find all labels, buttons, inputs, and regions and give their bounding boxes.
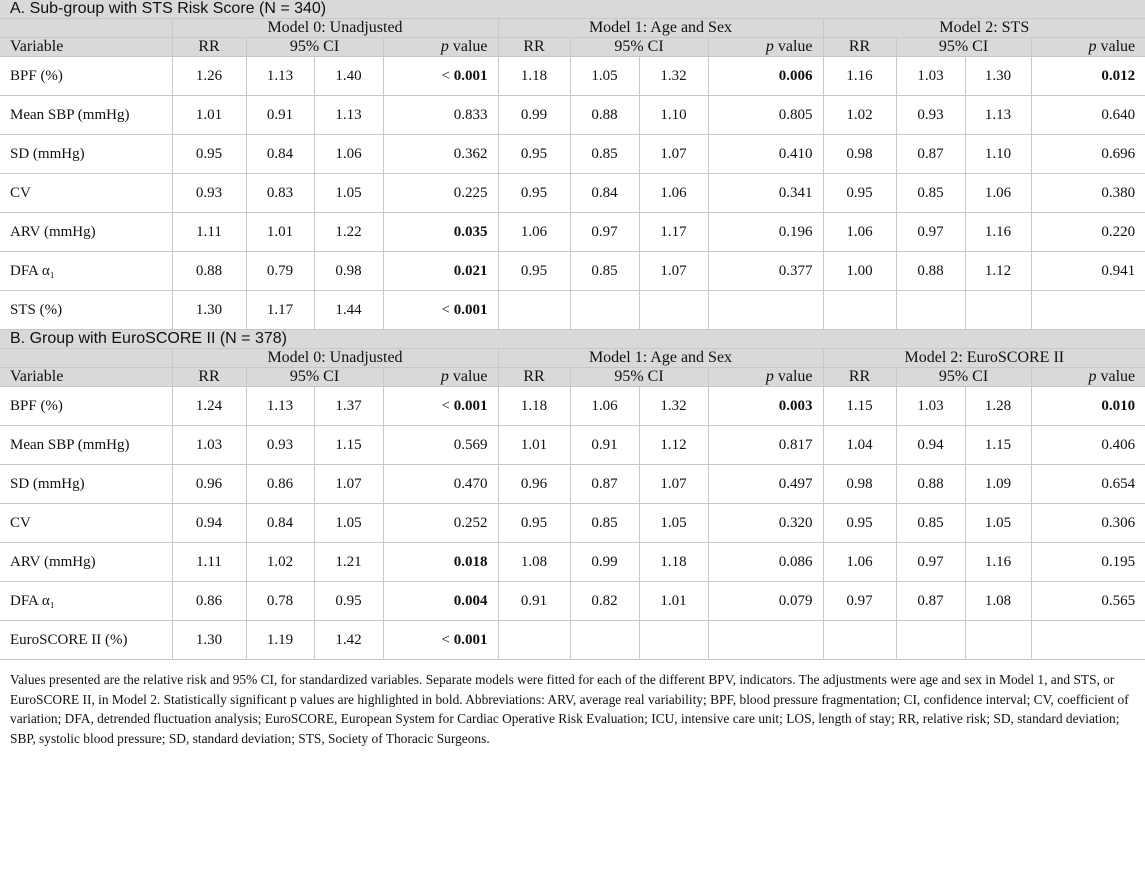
value-cell: 0.85	[896, 174, 965, 213]
value-cell: 0.91	[570, 426, 639, 465]
value-cell	[896, 621, 965, 660]
value-cell: 0.85	[570, 252, 639, 291]
value-cell: 0.99	[498, 96, 570, 135]
value-cell: 1.06	[823, 543, 896, 582]
table-row	[0, 96, 1145, 135]
p-value-header	[383, 368, 498, 387]
value-cell: 1.40	[314, 57, 383, 96]
value-cell: 1.03	[172, 426, 246, 465]
p-value-cell: 0.086	[708, 543, 823, 582]
p-value-cell: 0.805	[708, 96, 823, 135]
blank-header-cell	[0, 19, 172, 38]
value-cell: 0.95	[498, 252, 570, 291]
rr-header: RR	[498, 368, 570, 387]
value-cell: 1.44	[314, 291, 383, 330]
p-italic: p	[765, 38, 774, 55]
value-cell: 0.95	[498, 174, 570, 213]
value-cell: 0.87	[570, 465, 639, 504]
value-cell: 1.11	[172, 543, 246, 582]
p-value-cell: 0.320	[708, 504, 823, 543]
p-value-cell: 0.941	[1031, 252, 1145, 291]
value-cell: 0.88	[570, 96, 639, 135]
value-cell	[498, 291, 570, 330]
p-italic: p	[1088, 368, 1097, 385]
variable-cell: Mean SBP (mmHg)	[0, 96, 172, 135]
value-cell: 0.95	[823, 504, 896, 543]
p-value-cell: 0.654	[1031, 465, 1145, 504]
value-cell: 1.22	[314, 213, 383, 252]
value-cell: 1.30	[965, 57, 1031, 96]
value-cell: 0.98	[314, 252, 383, 291]
value-cell: 1.16	[965, 213, 1031, 252]
rr-header: RR	[823, 368, 896, 387]
value-cell: 1.30	[172, 291, 246, 330]
p-value-cell: 0.377	[708, 252, 823, 291]
p-value-cell: 0.006	[708, 57, 823, 96]
ci-header: 95% CI	[570, 38, 708, 57]
model-header: Model 2: EuroSCORE II	[823, 349, 1145, 368]
value-cell: 0.98	[823, 465, 896, 504]
value-cell: 1.04	[823, 426, 896, 465]
value-cell	[498, 621, 570, 660]
p-value-number: 0.001	[453, 301, 488, 318]
p-value-cell	[383, 57, 498, 96]
value-cell: 1.15	[314, 426, 383, 465]
p-value-number: 0.001	[453, 631, 488, 648]
value-cell: 1.00	[823, 252, 896, 291]
blank-header-cell	[0, 349, 172, 368]
value-cell: 1.12	[965, 252, 1031, 291]
value-cell: 1.01	[172, 96, 246, 135]
p-value-cell: 0.569	[383, 426, 498, 465]
table-row	[0, 426, 1145, 465]
p-italic: p	[440, 368, 449, 385]
value-cell: 0.91	[246, 96, 314, 135]
rr-header: RR	[823, 38, 896, 57]
value-cell: 0.93	[896, 96, 965, 135]
value-cell: 1.13	[314, 96, 383, 135]
variable-cell: DFA α₁	[0, 252, 172, 291]
value-cell: 1.03	[896, 57, 965, 96]
rr-header: RR	[172, 368, 246, 387]
p-value-cell: 0.565	[1031, 582, 1145, 621]
p-value-cell: 0.012	[1031, 57, 1145, 96]
p-value-number: 0.001	[453, 397, 488, 414]
value-cell: 0.94	[172, 504, 246, 543]
variable-cell: DFA α₁	[0, 582, 172, 621]
table-row	[0, 174, 1145, 213]
p-value-label: value	[773, 368, 813, 385]
value-cell: 1.17	[246, 291, 314, 330]
value-cell: 1.32	[639, 387, 708, 426]
value-cell: 1.08	[965, 582, 1031, 621]
value-cell: 1.06	[570, 387, 639, 426]
table-row	[0, 543, 1145, 582]
value-cell: 1.10	[965, 135, 1031, 174]
value-cell: 0.83	[246, 174, 314, 213]
p-value-header	[708, 38, 823, 57]
p-value-cell: 0.410	[708, 135, 823, 174]
value-cell: 0.84	[570, 174, 639, 213]
value-cell: 0.85	[896, 504, 965, 543]
value-cell: 0.86	[172, 582, 246, 621]
variable-cell: SD (mmHg)	[0, 465, 172, 504]
value-cell: 1.11	[172, 213, 246, 252]
p-value-cell: 0.380	[1031, 174, 1145, 213]
value-cell: 1.06	[639, 174, 708, 213]
value-cell: 0.79	[246, 252, 314, 291]
value-cell: 0.95	[498, 504, 570, 543]
model-header: Model 0: Unadjusted	[172, 19, 498, 38]
value-cell: 0.97	[896, 213, 965, 252]
p-value-header	[1031, 368, 1145, 387]
p-value-header	[1031, 38, 1145, 57]
p-value-cell	[1031, 621, 1145, 660]
table-row	[0, 252, 1145, 291]
value-cell	[570, 621, 639, 660]
value-cell: 1.13	[965, 96, 1031, 135]
variable-cell: EuroSCORE II (%)	[0, 621, 172, 660]
p-value-cell: 0.406	[1031, 426, 1145, 465]
column-header-row	[0, 368, 1145, 387]
value-cell: 1.08	[498, 543, 570, 582]
p-italic: p	[440, 38, 449, 55]
value-cell: 1.05	[314, 174, 383, 213]
p-value-cell: 0.196	[708, 213, 823, 252]
ci-header: 95% CI	[896, 38, 1031, 57]
table-row	[0, 57, 1145, 96]
value-cell	[965, 291, 1031, 330]
ci-header: 95% CI	[246, 368, 383, 387]
ci-header: 95% CI	[570, 368, 708, 387]
value-cell: 1.06	[314, 135, 383, 174]
value-cell	[823, 621, 896, 660]
value-cell: 0.82	[570, 582, 639, 621]
p-value-cell: 0.004	[383, 582, 498, 621]
value-cell: 1.28	[965, 387, 1031, 426]
column-header-row	[0, 38, 1145, 57]
p-italic: p	[1088, 38, 1097, 55]
value-cell: 0.99	[570, 543, 639, 582]
value-cell: 1.01	[246, 213, 314, 252]
table-footnote: Values presented are the relative risk and 95% CI, for standardized variables. Separate models were fitted for each of the different BPV, indicators. The adjustments were age and sex in Model 1, and STS, or EuroSCORE II, in Model 2. Statistically significant p values are highlighted in bold. Abbreviations: ARV, average real variability; BPF, blood pressure fragmentation; CI, confidence interval; CV, coefficient of variation; DFA, detrended fluctuation analysis; EuroSCORE, European System for Cardiac Operative Risk Evaluation; ICU, intensive care unit; LOS, length of stay; RR, relative risk; SD, standard deviation; SBP, systolic blood pressure; SD, standard deviation; STS, Society of Thoracic Surgeons.	[10, 672, 1129, 746]
value-cell: 1.01	[498, 426, 570, 465]
value-cell: 1.18	[639, 543, 708, 582]
value-cell: 0.94	[896, 426, 965, 465]
p-value-cell: 0.018	[383, 543, 498, 582]
less-than-sign: <	[441, 301, 454, 318]
variable-cell: BPF (%)	[0, 57, 172, 96]
value-cell	[639, 621, 708, 660]
table-row	[0, 387, 1145, 426]
section-title: A. Sub-group with STS Risk Score (N = 340)	[0, 0, 1145, 19]
p-value-cell: 0.010	[1031, 387, 1145, 426]
p-value-cell: 0.225	[383, 174, 498, 213]
value-cell: 1.18	[498, 57, 570, 96]
table-row	[0, 291, 1145, 330]
value-cell: 1.15	[823, 387, 896, 426]
value-cell: 1.16	[965, 543, 1031, 582]
p-value-cell: 0.021	[383, 252, 498, 291]
variable-header: Variable	[0, 368, 172, 387]
p-value-cell	[383, 387, 498, 426]
p-value-cell: 0.362	[383, 135, 498, 174]
p-value-cell: 0.497	[708, 465, 823, 504]
ci-header: 95% CI	[896, 368, 1031, 387]
value-cell	[965, 621, 1031, 660]
value-cell: 1.10	[639, 96, 708, 135]
value-cell: 1.12	[639, 426, 708, 465]
p-value-cell: 0.252	[383, 504, 498, 543]
value-cell: 0.88	[896, 252, 965, 291]
p-value-label: value	[1096, 38, 1136, 55]
p-value-cell: 0.035	[383, 213, 498, 252]
value-cell: 1.15	[965, 426, 1031, 465]
p-value-header	[708, 368, 823, 387]
value-cell: 0.98	[823, 135, 896, 174]
model-header: Model 1: Age and Sex	[498, 19, 823, 38]
value-cell: 1.06	[498, 213, 570, 252]
value-cell: 0.96	[498, 465, 570, 504]
value-cell: 1.02	[246, 543, 314, 582]
model-header: Model 0: Unadjusted	[172, 349, 498, 368]
model-header-row	[0, 349, 1145, 368]
model-header: Model 1: Age and Sex	[498, 349, 823, 368]
value-cell: 0.93	[246, 426, 314, 465]
value-cell: 1.13	[246, 387, 314, 426]
value-cell: 0.96	[172, 465, 246, 504]
value-cell: 1.07	[314, 465, 383, 504]
value-cell: 0.84	[246, 504, 314, 543]
p-value-cell: 0.640	[1031, 96, 1145, 135]
value-cell: 1.07	[639, 465, 708, 504]
value-cell	[639, 291, 708, 330]
value-cell: 1.06	[965, 174, 1031, 213]
p-value-cell	[383, 291, 498, 330]
value-cell: 0.87	[896, 582, 965, 621]
table-row	[0, 504, 1145, 543]
value-cell: 1.32	[639, 57, 708, 96]
variable-cell: CV	[0, 174, 172, 213]
model-header-row	[0, 19, 1145, 38]
value-cell: 0.88	[172, 252, 246, 291]
p-value-cell	[708, 621, 823, 660]
less-than-sign: <	[441, 631, 454, 648]
p-value-cell	[383, 621, 498, 660]
value-cell: 1.16	[823, 57, 896, 96]
p-value-cell: 0.195	[1031, 543, 1145, 582]
p-value-number: 0.001	[453, 67, 488, 84]
variable-cell: STS (%)	[0, 291, 172, 330]
value-cell: 0.84	[246, 135, 314, 174]
p-value-cell: 0.817	[708, 426, 823, 465]
rr-header: RR	[172, 38, 246, 57]
p-value-cell	[708, 291, 823, 330]
p-value-cell	[1031, 291, 1145, 330]
value-cell: 0.85	[570, 504, 639, 543]
p-italic: p	[765, 368, 774, 385]
value-cell: 1.09	[965, 465, 1031, 504]
value-cell: 0.97	[823, 582, 896, 621]
p-value-cell: 0.470	[383, 465, 498, 504]
value-cell: 1.37	[314, 387, 383, 426]
p-value-label: value	[448, 38, 488, 55]
value-cell: 1.07	[639, 252, 708, 291]
variable-cell: BPF (%)	[0, 387, 172, 426]
p-value-cell: 0.341	[708, 174, 823, 213]
less-than-sign: <	[441, 397, 454, 414]
less-than-sign: <	[441, 67, 454, 84]
section-title: B. Group with EuroSCORE II (N = 378)	[0, 330, 1145, 349]
p-value-label: value	[448, 368, 488, 385]
value-cell: 0.91	[498, 582, 570, 621]
section-title-row	[0, 330, 1145, 349]
value-cell: 1.05	[314, 504, 383, 543]
value-cell: 1.21	[314, 543, 383, 582]
variable-cell: ARV (mmHg)	[0, 543, 172, 582]
value-cell: 0.97	[896, 543, 965, 582]
table-row	[0, 135, 1145, 174]
value-cell: 0.85	[570, 135, 639, 174]
value-cell	[570, 291, 639, 330]
value-cell: 0.95	[823, 174, 896, 213]
ci-header: 95% CI	[246, 38, 383, 57]
value-cell: 1.26	[172, 57, 246, 96]
value-cell: 0.95	[172, 135, 246, 174]
p-value-cell: 0.696	[1031, 135, 1145, 174]
value-cell: 1.06	[823, 213, 896, 252]
value-cell: 1.24	[172, 387, 246, 426]
value-cell	[896, 291, 965, 330]
value-cell: 1.18	[498, 387, 570, 426]
value-cell: 1.05	[965, 504, 1031, 543]
variable-cell: SD (mmHg)	[0, 135, 172, 174]
value-cell: 0.95	[314, 582, 383, 621]
p-value-cell: 0.306	[1031, 504, 1145, 543]
p-value-header	[383, 38, 498, 57]
value-cell: 1.07	[639, 135, 708, 174]
table-row	[0, 465, 1145, 504]
p-value-cell: 0.833	[383, 96, 498, 135]
variable-cell: Mean SBP (mmHg)	[0, 426, 172, 465]
table-row	[0, 582, 1145, 621]
value-cell: 1.13	[246, 57, 314, 96]
value-cell: 1.42	[314, 621, 383, 660]
rr-header: RR	[498, 38, 570, 57]
value-cell: 0.86	[246, 465, 314, 504]
value-cell: 1.30	[172, 621, 246, 660]
value-cell: 1.01	[639, 582, 708, 621]
value-cell: 1.05	[639, 504, 708, 543]
value-cell: 1.03	[896, 387, 965, 426]
variable-header: Variable	[0, 38, 172, 57]
value-cell: 1.02	[823, 96, 896, 135]
value-cell: 0.95	[498, 135, 570, 174]
value-cell	[823, 291, 896, 330]
variable-cell: CV	[0, 504, 172, 543]
variable-cell: ARV (mmHg)	[0, 213, 172, 252]
value-cell: 1.19	[246, 621, 314, 660]
p-value-label: value	[773, 38, 813, 55]
table-row	[0, 213, 1145, 252]
value-cell: 1.05	[570, 57, 639, 96]
value-cell: 1.17	[639, 213, 708, 252]
p-value-cell: 0.220	[1031, 213, 1145, 252]
value-cell: 0.97	[570, 213, 639, 252]
section-title-row	[0, 0, 1145, 19]
p-value-cell: 0.003	[708, 387, 823, 426]
value-cell: 0.78	[246, 582, 314, 621]
value-cell: 0.93	[172, 174, 246, 213]
value-cell: 0.87	[896, 135, 965, 174]
p-value-label: value	[1096, 368, 1136, 385]
p-value-cell: 0.079	[708, 582, 823, 621]
table-row	[0, 621, 1145, 660]
value-cell: 0.88	[896, 465, 965, 504]
model-header: Model 2: STS	[823, 19, 1145, 38]
